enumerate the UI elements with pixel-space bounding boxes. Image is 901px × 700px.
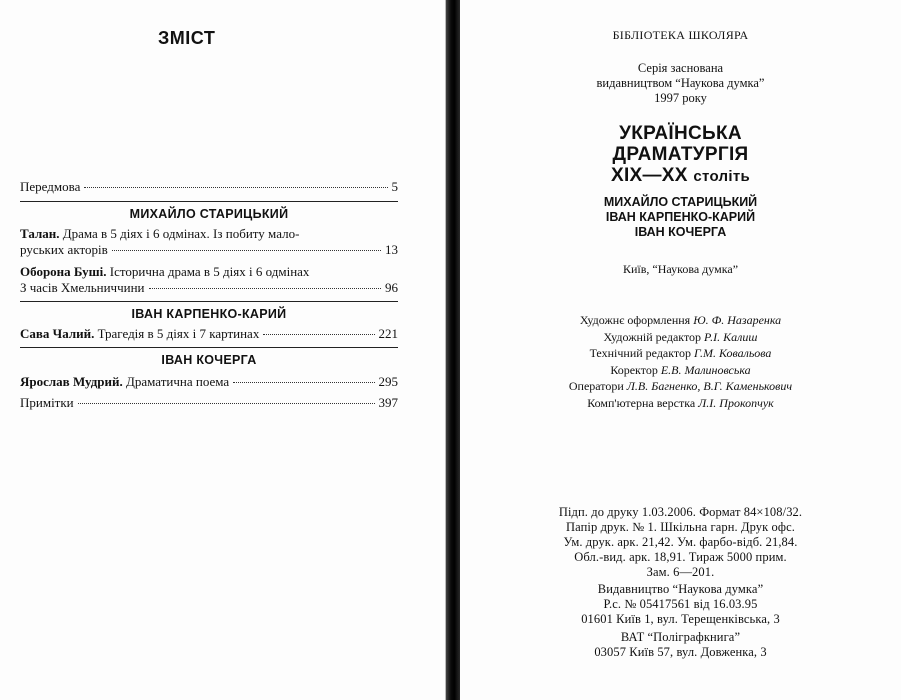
printer-info: [460, 630, 901, 660]
century-word: століть: [693, 168, 751, 185]
credit-name: Ю. Ф. Назаренка: [693, 313, 782, 327]
toc-page-number: 295: [378, 374, 398, 389]
leader-dots: [263, 334, 374, 335]
credit-role: Комп'ютерна верстка: [587, 395, 696, 410]
print-info-line: Зам. 6—201.: [646, 565, 715, 579]
contents-page: [0, 0, 446, 700]
author-heading: МИХАЙЛО СТАРИЦЬКИЙ: [129, 207, 289, 221]
toc-page-number: 96: [385, 280, 398, 295]
work-description: Трагедія в 5 діях і 7 картинах: [97, 326, 260, 341]
author-heading: ІВАН КАРПЕНКО-КАРИЙ: [131, 307, 287, 321]
place-publisher: Київ, “Наукова думка”: [622, 262, 739, 276]
toc-work-oborona-bushi: [20, 264, 398, 296]
credit-line: [460, 329, 901, 346]
section-rule: [20, 201, 398, 202]
publisher-info-line: Видавництво “Наукова думка”: [597, 582, 764, 596]
leader-dots: [112, 250, 381, 251]
publisher-info: [460, 582, 901, 627]
series-note-line: видавництвом “Наукова думка”: [596, 76, 765, 90]
work-description: Історична драма в 5 діях і 6 одмінах: [109, 264, 310, 279]
toc-page-number: 5: [391, 179, 398, 194]
author-name: МИХАЙЛО СТАРИЦЬКИЙ: [603, 195, 758, 209]
author-name: ІВАН КОЧЕРГА: [634, 225, 727, 239]
work-title: Талан.: [20, 226, 60, 241]
series-name: БІБЛІОТЕКА ШКОЛЯРА: [612, 28, 749, 42]
credit-line: [460, 312, 901, 329]
credit-line: [460, 395, 901, 412]
series-note: [460, 61, 901, 106]
credit-name: Г.М. Ковальова: [694, 346, 772, 360]
print-info-line: Папір друк. № 1. Шкільна гарн. Друк офс.: [566, 520, 795, 534]
work-title: Ярослав Мудрий.: [20, 374, 123, 389]
series-note-line: 1997 року: [654, 91, 707, 105]
book-title: [460, 123, 901, 187]
book-title-line: УКРАЇНСЬКА: [619, 123, 742, 144]
credit-role: Художній редактор: [603, 329, 702, 344]
print-info-line: Підп. до друку 1.03.2006. Формат 84×108/32.: [558, 505, 803, 519]
toc-preface-label: Передмова: [20, 179, 81, 194]
credit-line: [460, 378, 901, 395]
toc-page-number: 221: [378, 326, 398, 341]
work-description: Драматична поема: [126, 374, 230, 389]
toc-notes: [20, 395, 398, 411]
credit-name: Е.В. Малиновська: [660, 362, 751, 377]
leader-dots: [149, 288, 381, 289]
publisher-info-line: 01601 Київ 1, вул. Терещенківська, 3: [581, 612, 780, 626]
author-name: ІВАН КАРПЕНКО-КАРИЙ: [605, 210, 756, 224]
work-title: Сава Чалий.: [20, 326, 95, 341]
credits-block: [460, 312, 901, 411]
leader-dots: [233, 382, 374, 383]
authors-list: [460, 195, 901, 240]
publisher-info-line: Р.с. № 05417561 від 16.03.95: [603, 597, 758, 611]
leader-dots: [78, 403, 375, 404]
leader-dots: [84, 187, 387, 188]
print-info: [460, 505, 901, 580]
series-note-line: Серія заснована: [637, 61, 724, 75]
toc-work-yaroslav-mudryi: [20, 374, 398, 390]
credit-role: Коректор: [610, 362, 658, 377]
work-description: Драма в 5 діях і 6 одмінах. Із побиту мало-: [62, 226, 300, 241]
contents-title: ЗМІСТ: [158, 28, 216, 48]
author-heading: ІВАН КОЧЕРГА: [161, 353, 257, 367]
book-title-line: ДРАМАТУРГІЯ: [612, 144, 749, 165]
work-description-cont: З часів Хмельниччини: [20, 280, 145, 295]
section-rule: [20, 301, 398, 302]
credit-name: Л.В. Багненко, В.Г. Каменькович: [626, 379, 793, 393]
credit-line: [460, 345, 901, 362]
toc-work-sava-chalyi: [20, 326, 398, 342]
section-rule: [20, 347, 398, 348]
credit-role: Художнє оформлення: [579, 313, 691, 327]
print-info-line: Обл.-вид. арк. 18,91. Тираж 5000 прим.: [574, 550, 787, 564]
toc-work-talan: [20, 226, 398, 258]
book-title-century: [460, 165, 901, 187]
toc-page-number: 397: [378, 395, 398, 410]
credit-name: Л.І. Прокопчук: [698, 395, 774, 410]
toc-preface: [20, 179, 398, 195]
work-description-cont: руських акторів: [20, 242, 108, 257]
credit-name: Р.І. Калиш: [704, 329, 758, 344]
credit-line: [460, 362, 901, 379]
print-info-line: Ум. друк. арк. 21,42. Ум. фарбо-відб. 21,84.: [563, 535, 798, 549]
century-range: XIX—XX: [610, 165, 688, 186]
printer-info-line: ВАТ “Поліграфкнига”: [620, 630, 741, 644]
toc-notes-label: Примітки: [20, 395, 74, 410]
credit-role: Технічний редактор: [589, 346, 692, 360]
work-title: Оборона Буші.: [20, 264, 107, 279]
toc-page-number: 13: [385, 242, 398, 257]
title-page: [460, 0, 901, 700]
book-spine: [446, 0, 460, 700]
credit-role: Оператори: [568, 379, 624, 393]
printer-info-line: 03057 Київ 57, вул. Довженка, 3: [594, 645, 767, 659]
